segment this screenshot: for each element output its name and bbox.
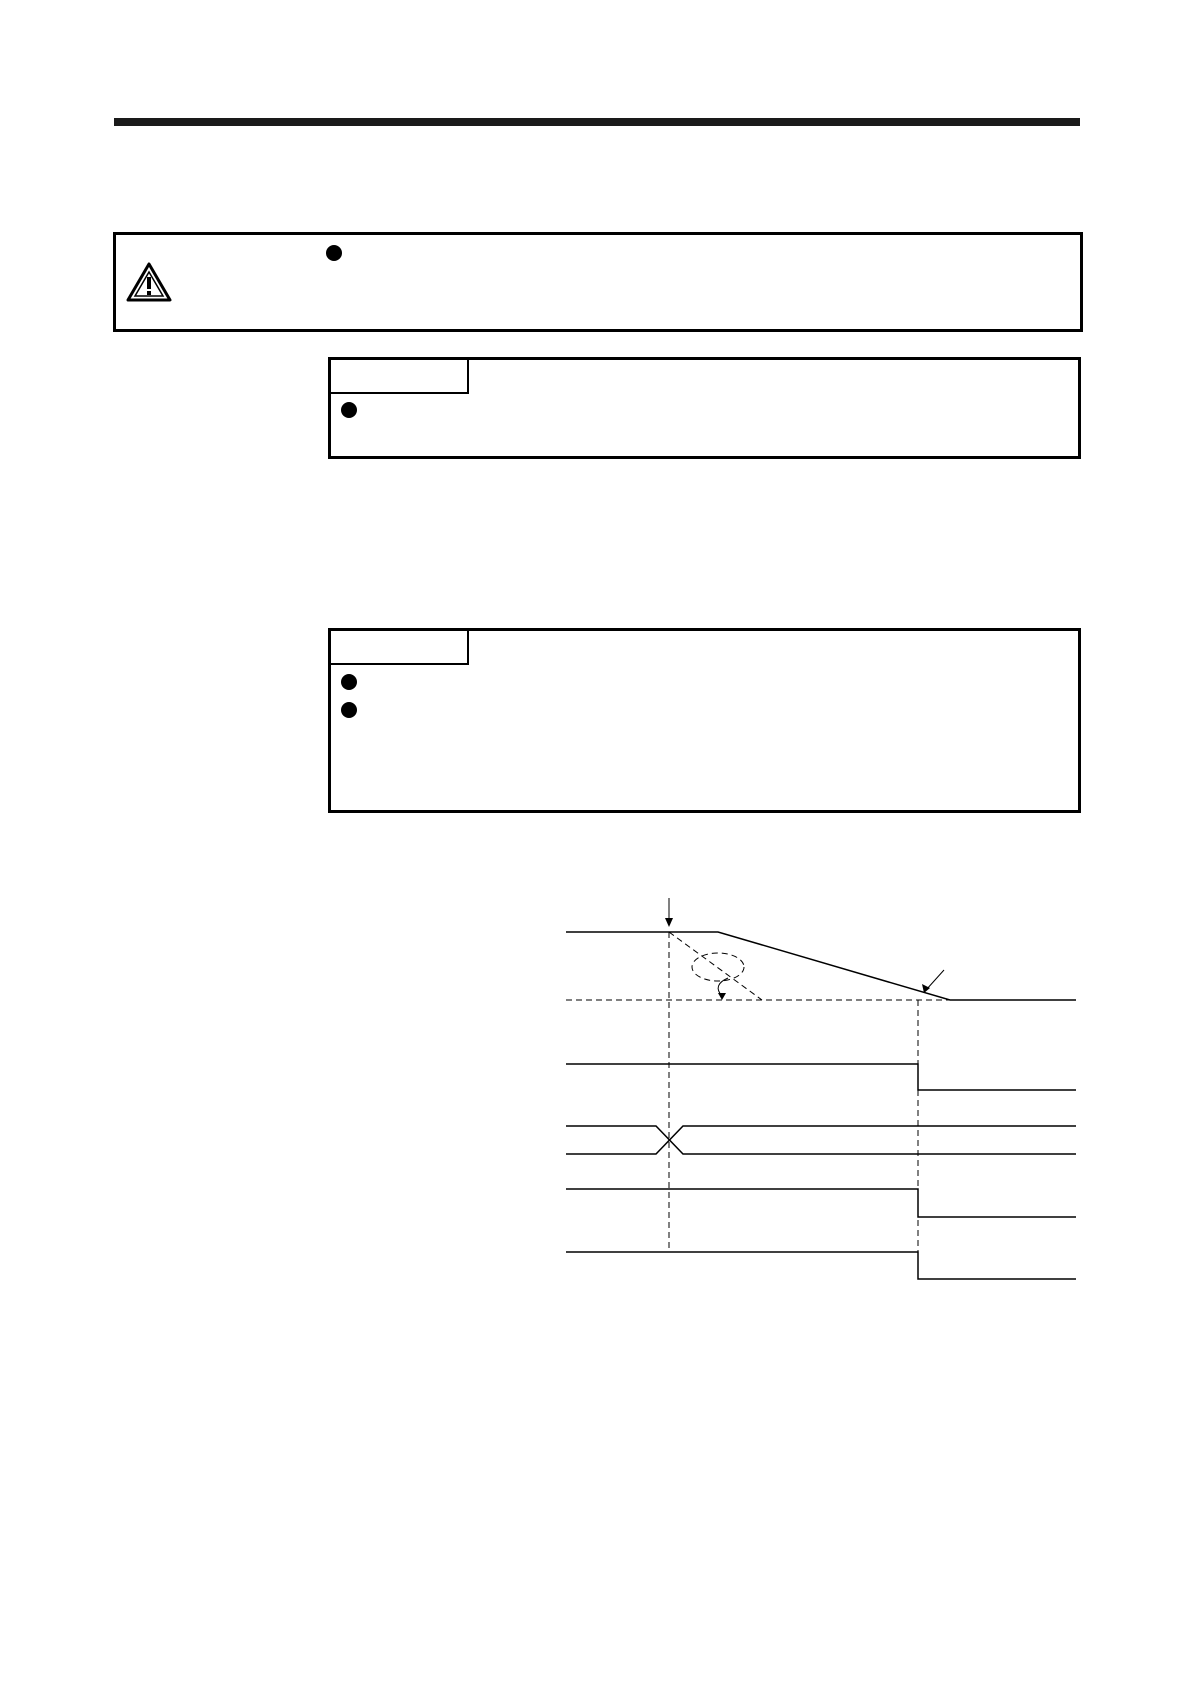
point-bullet-icon — [341, 674, 357, 690]
speed-waveform — [566, 932, 1076, 1000]
point-box-1 — [328, 357, 1081, 459]
point-box-tab — [331, 631, 469, 665]
header-rule — [114, 118, 1080, 126]
point-box-2 — [328, 628, 1081, 813]
leader-arrow-icon — [926, 970, 944, 990]
timing-chart — [560, 895, 1090, 1295]
warning-triangle-icon — [126, 261, 172, 303]
decel-slope-dashed-line — [669, 932, 762, 1000]
dashed-ellipse-marker — [692, 953, 744, 981]
signal-line-5 — [566, 1252, 1076, 1279]
point-box-tab — [331, 360, 469, 394]
signal-line-4 — [566, 1189, 1076, 1217]
signal-line-2 — [566, 1064, 1076, 1090]
signal-line-3b — [566, 1126, 1076, 1154]
point-bullet-icon — [341, 702, 357, 718]
caution-box — [113, 232, 1083, 332]
point-bullet-icon — [341, 402, 357, 418]
caution-bullet-icon — [326, 245, 342, 261]
signal-line-3a — [566, 1126, 1076, 1154]
